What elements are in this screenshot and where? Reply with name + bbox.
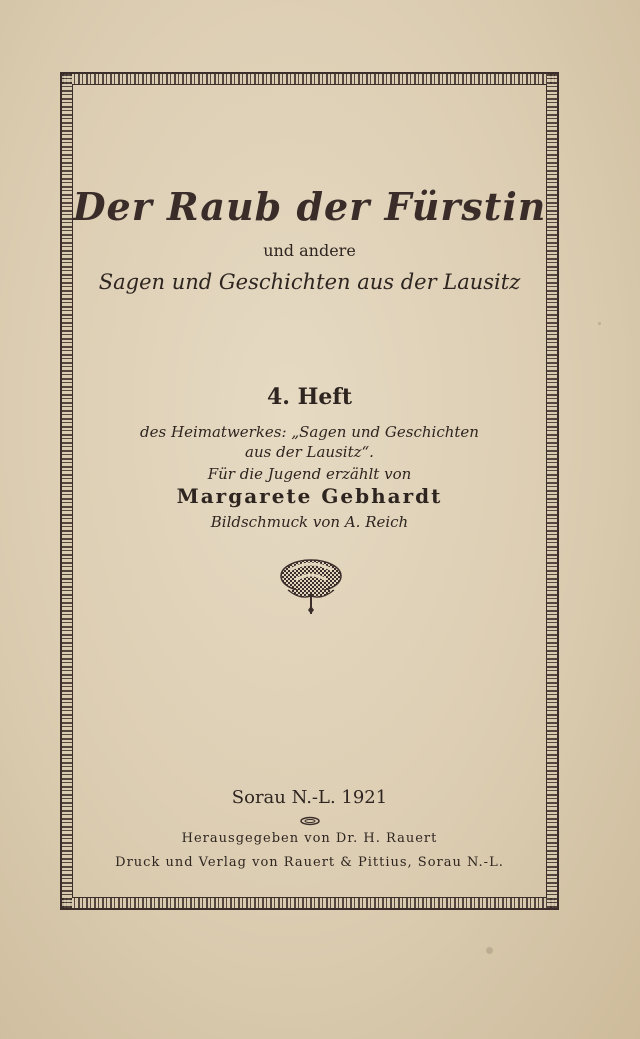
rose-vignette-icon <box>278 556 344 618</box>
book-subtitle: Sagen und Geschichten aus der Lausitz <box>98 270 521 294</box>
oval-ornament-icon <box>299 816 321 826</box>
editor-line: Herausgegeben von Dr. H. Rauert <box>181 831 438 846</box>
frame-border-right <box>547 74 557 908</box>
frame-border-left <box>62 74 72 908</box>
series-line-1: des Heimatwerkes: „Sagen und Geschichten <box>140 423 479 441</box>
told-by-line: Für die Jugend erzählt von <box>207 465 412 483</box>
place-and-year: Sorau N.-L. 1921 <box>231 787 388 808</box>
illustrator-line: Bildschmuck von A. Reich <box>210 513 409 531</box>
title-connector: und andere <box>263 241 356 260</box>
frame-border-bottom <box>62 898 557 908</box>
paper-stain <box>598 322 601 325</box>
paper-stain <box>486 947 493 954</box>
series-line-2: aus der Lausitz“. <box>245 443 374 461</box>
book-title: Der Raub der Fürstin <box>72 184 547 229</box>
issue-number: 4. Heft <box>266 384 353 410</box>
frame-border-top <box>62 74 557 84</box>
author-name: Margarete Gebhardt <box>176 484 443 508</box>
printer-line: Druck und Verlag von Rauert & Pittius, Sorau N.-L. <box>115 855 504 870</box>
